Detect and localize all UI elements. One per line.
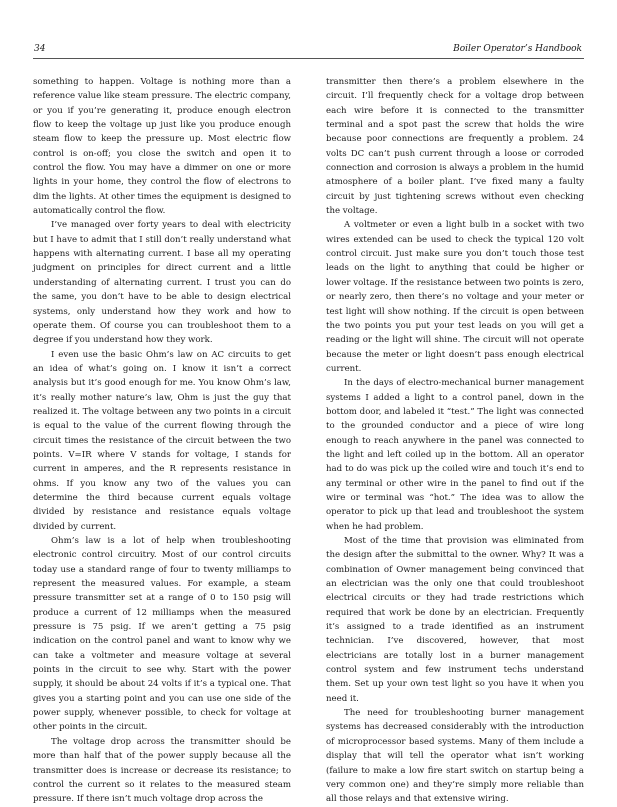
paragraph: Ohm’s law is a lot of help when troubleshooting electronic control circuitry. Most of our control circuits today use a standard range of four to twenty milliamps to represent the measured values. For example, a steam pressure transmitter set at a range of 0 to 150 psig will produce a current of 12 milliamps when the measured pressure is 75 psig. If we aren’t getting a 75 psig indication on the control panel and want to know why we can take a voltmeter and measure voltage at several points in the circuit to see why. Start with the power supply, it should be about 24 volts if it’s a typical one. That gives you a starting point and you can use one side of the power supply, whenever possible, to check for voltage at other points in the circuit. [33, 536, 291, 733]
paragraph: The need for troubleshooting burner management systems has decreased considerably with the introduction of microprocessor based systems. Many of them include a display that will tell the operator what isn’t working (failure to make a low fire start switch on startup being a very common one) and they’re simply more reliable than all those relays and that extensive wiring. [326, 708, 584, 805]
page-number: 34 [34, 44, 46, 54]
running-title: Boiler Operator’s Handbook [453, 44, 582, 54]
paragraph: I’ve managed over forty years to deal with electricity but I have to admit that I still don’t really understand what happens with alternating current. I base all my operating judgment on principles for direct current and a little understanding of alternating current. I trust you can do the same, you don’t have to be able to design electrical systems, only understand how they work and how to operate them. Of course you can troubleshoot them to a degree if you understand how they work. [33, 220, 291, 346]
paragraph: something to happen. Voltage is nothing more than a reference value like steam pressure. The electric company, or you if you’re generating it, produce enough electron flow to keep the voltage up just like you produce enough steam flow to keep the pressure up. Most electric flow control is on-off; you close the switch and open it to control the flow. You may have a dimmer on one or more lights in your home, they control the flow of electrons to dim the lights. At other times the equipment is designed to automatically control the flow. [33, 77, 291, 217]
paragraph: In the days of electro-mechanical burner management systems I added a light to a control panel, down in the bottom door, and labeled it “test.” The light was connected to the grounded conductor and a piece of wire long enough to reach anywhere in the panel was connected to the light and left coiled up in the bottom. All an operator had to do was pick up the coiled wire and touch it’s end to any terminal or other wire in the panel to find out if the wire or terminal was “hot.” The idea was to allow the operator to pick up that lead and troubleshoot the system when he had problem. [326, 378, 584, 532]
paragraph: I even use the basic Ohm’s law on AC circuits to get an idea of what’s going on. I know it isn’t a correct analysis but it’s good enough for me. You know Ohm’s law, it’s really mother nature’s law, Ohm is just the guy that realized it. The voltage between any two points in a circuit is equal to the value of the current flowing through the circuit times the resistance of the circuit between the two points. V=IR where V stands for voltage, I stands for current in amperes, and the R represents resistance in ohms. If you know any two of the values you can determine the third because current equals voltage divided by resistance and resistance equals voltage divided by current. [33, 349, 291, 532]
paragraph: Most of the time that provision was eliminated from the design after the submittal to the owner. Why? It was a combination of Owner management being convinced that an electrician was the only one that could troubleshoot electrical circuits or they had trade restrictions which required that work be done by an electrician. Frequently it’s assigned to a trade identified as an instrument technician. I’ve discovered, however, that most electricians are totally lost in a burner management control system and few instrument techs understand them. Set up your own test light so you have it when you need it. [326, 536, 584, 704]
right-column [326, 75, 584, 807]
paragraph: The voltage drop across the transmitter should be more than half that of the power supply because all the transmitter does is increase or decrease its resistance; to control the current so it relates to the measured steam pressure. If there isn’t much voltage drop across the [33, 736, 291, 805]
page-header [33, 42, 584, 59]
left-column [33, 75, 291, 807]
paragraph: transmitter then there’s a problem elsewhere in the circuit. I’ll frequently check for a voltage drop between each wire before it is connected to the transmitter terminal and a spot past the screw that holds the wire because poor connections are frequently a problem. 24 volts DC can’t push current through a loose or corroded connection and corrosion is always a problem in the humid atmosphere of a boiler plant. I’ve fixed many a faulty circuit by just tightening screws without even checking the voltage. [326, 77, 584, 217]
paragraph: A voltmeter or even a light bulb in a socket with two wires extended can be used to check the typical 120 volt control circuit. Just make sure you don’t touch those test leads on the light to anything that could be higher or lower voltage. If the resistance between two points is zero, or nearly zero, then there’s no voltage and your meter or test light will show nothing. If the circuit is open between the two points you put your test leads on you will get a reading or the light will shine. The circuit will not operate because the meter or light doesn’t pass enough electrical current. [326, 220, 584, 374]
